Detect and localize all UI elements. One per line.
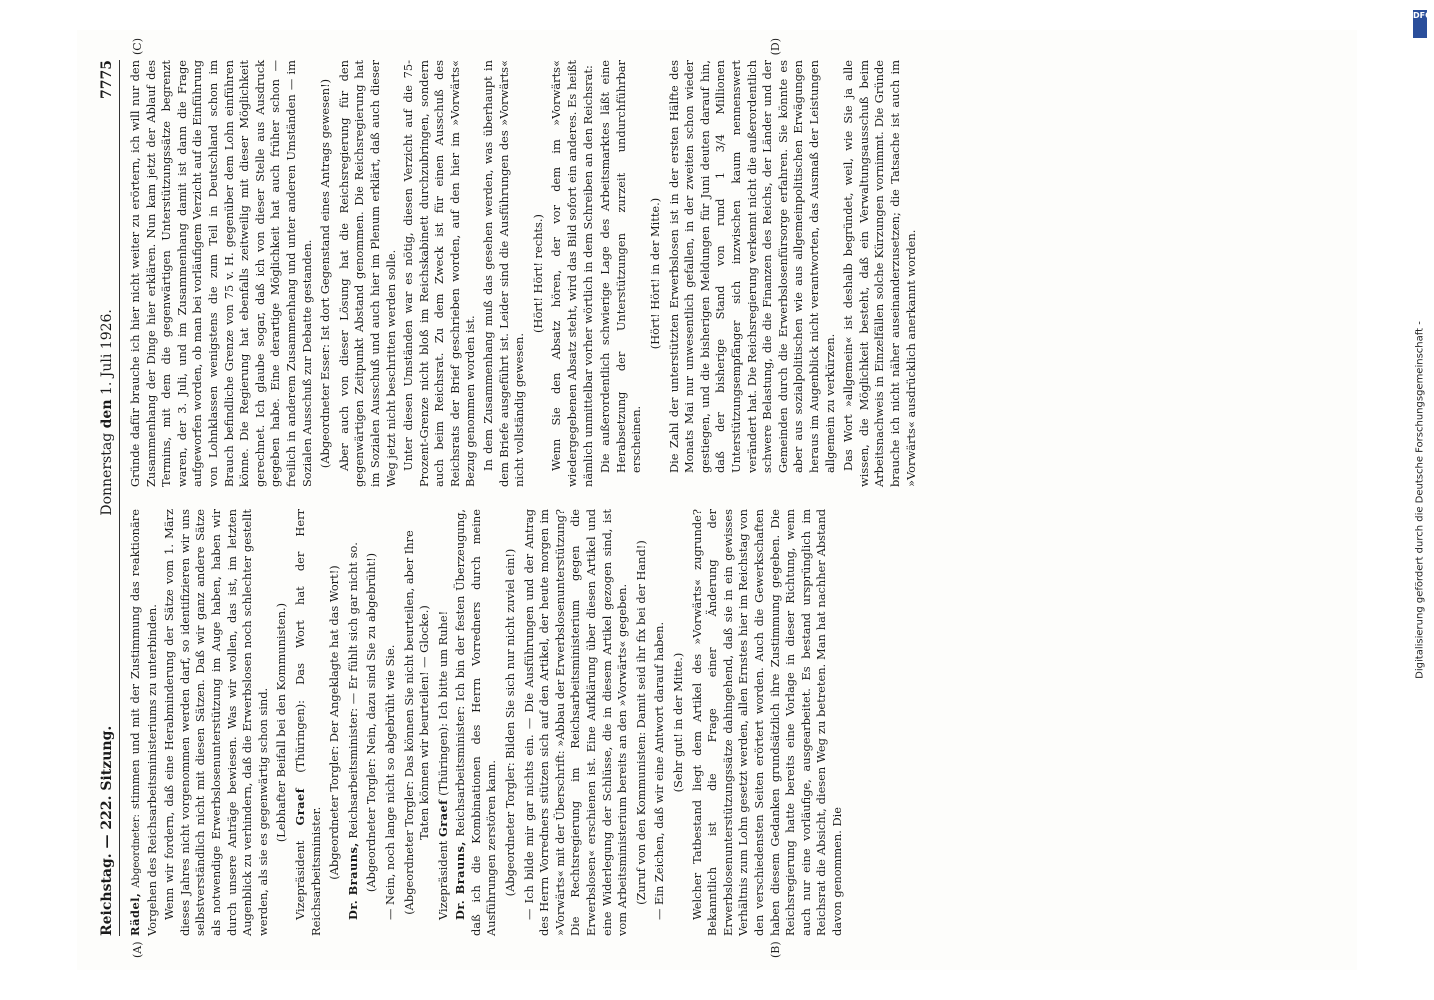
digitization-credit-text: Digitalisierung gefördert durch die Deutsche Forschungsgemeinschaft - [1414, 321, 1426, 679]
applause-note: (Lebhafter Beifall bei den Kommunisten.) [274, 602, 289, 843]
vp2-text: Ich bitte um Ruhe! [435, 610, 450, 720]
left-paragraph-5: Welcher Tatbestand liegt dem Artikel des »Vorwärts« zugrunde? Bekanntlich ist die Frage einer Änderung der Erwerbslosenunterstützungssätze dahingehend, daß sie in ein gewisses Verhältnis zum Lohn gesetzt werden, allen Ernstes hier im Reichstag von den verschiedensten Seiten erörtert worden. Auch die Gewerkschaften haben diesem Gedanken grundsätzlich ihre Zustimmung gegeben. Die Reichsregierung hatte bereits eine Vorlage in dieser Richtung, wenn auch nur eine vorläufige, ausgearbeitet. Es bestand ursprünglich im Reichsrat die Absicht, diesen Weg zu betreten. Man hat nachher Abstand davon genommen. Die [689, 509, 844, 936]
brauns-text-1: — Er fühlt sich gar nicht so. [345, 542, 360, 705]
right-paragraph-4: In dem Zusammenhang muß das gesehen werden, was überhaupt in dem Briefe ausgeführt ist. Leider sind die Ausführungen des »Vorwärts« nicht vollständig gewesen. [481, 60, 527, 487]
interjection-torgler-1: (Abgeordneter Torgler: Der Angeklagte hat das Wort!) [327, 565, 342, 880]
brauns-name: Dr. Brauns, [345, 842, 360, 920]
interjection-torgler-3: (Abgeordneter Torgler: Das können Sie nicht beurteilen, aber Ihre Taten können wir beurteilen! — Glocke.) [401, 530, 432, 915]
raedel-text-1: stimmen und mit der Zustimmung das reaktionäre Vorgehen des Reichsarbeitsministeriums zu unterbinden. [128, 509, 159, 936]
vp-region: (Thüringen): [292, 700, 307, 773]
header-left: Reichstag. — 222. Sitzung. [99, 725, 115, 936]
brauns2-role: Reichsarbeitsminister: [453, 705, 468, 837]
margin-marker-b: (B) [769, 941, 782, 958]
interjection-torgler-4: (Abgeordneter Torgler: Bilden Sie sich nur nicht zuviel ein!) [503, 548, 518, 897]
right-paragraph-1: Gründe dafür brauche ich hier nicht weiter zu erörtern, ich will nur den Zusammenhang der Dinge hier erklären. Nun kam jetzt der Ablauf des Termins, mit dem die gegenwärtigen Unterstützungssätze begrenzt waren, der 3. Juli, und im Zusammenhang damit ist dann die Frage aufgeworfen worden, ob man bei vorläufigem Verzicht auf die Einführung von Lohnklassen wenigstens die zum Teil in Deutschland schon im Brauch befindliche Grenze von 75 v. H. gegenüber dem Lohn einführen könne. Die Regierung hat ebenfalls zeitweilig mit dieser Möglichkeit gerechnet. Ich glaube sogar, daß ich von dieser Stelle aus Ausdruck gegeben habe. Eine derartige Möglichkeit hat auch früher schon — freilich in anderem Zusammenhang und unter anderen Umständen — im Sozialen Ausschuß zur Debatte gestanden. [128, 60, 314, 487]
vp-name: Graef [292, 787, 307, 826]
hort-note-2: (Hört! Hört! in der Mitte.) [648, 197, 662, 350]
left-paragraph-3: — Ich bilde mir gar nichts ein. — Die Ausführungen und der Antrag des Herrn Vorredners stützen sich auf den Artikel, der heute morgen im »Vorwärts« mit der Überschrift: »Abbau der Erwerbslosenunterstützung? Die Rechtsregierung im Reichsarbeitsministerium gegen die Erwerbslosen« erschienen ist. Eine Aufklärung über diesen Artikel und eine Widerlegung der Schlüsse, die in diesem Artikel gezogen sind, ist vom Arbeitsministerium bereits an den »Vorwärts« gegeben. [521, 509, 630, 936]
quote-1: Die außerordentlich schwierige Lage des Arbeitsmarktes läßt eine Herabsetzung der Unterstützungen zurzeit undurchführbar erscheinen. [598, 60, 644, 473]
speaker-name-raedel: Rädel, [128, 892, 142, 936]
right-paragraph-3: Unter diesen Umständen war es nötig, diesen Verzicht auf die 75-Prozent-Grenze nicht bloß im Reichskabinett durchzubringen, sondern auch beim Reichsrat. Zu dem Zweck ist für einen Ausschuß des Reichsrats der Brief geschrieben worden, auf den hier im »Vorwärts« Bezug genommen worden ist. [401, 60, 478, 487]
brauns-statement-2 [453, 509, 500, 936]
left-paragraph-1 [128, 509, 160, 936]
right-paragraph-6: Das Wort »allgemein« ist deshalb begründet, weil, wie Sie ja alle wissen, die Möglichkeit besteht, daß ein Verwaltungsausschuß beim Arbeitsnachweis in Einzelfällen solche Kürzungen vornimmt. Die Gründe brauche ich nicht näher auseinanderzusetzen; die Tatsache ist auch im »Vorwärts« ausdrücklich anerkannt worden. [841, 60, 918, 487]
brauns2-name: Dr. Brauns, [453, 841, 468, 920]
quote-2: Die Zahl der unterstützten Erwerbslosen ist in der ersten Hälfte des Monats Mai nur unwesentlich gefallen, in der zweiten schon wieder gestiegen, und die bisherigen Meldungen für Juni deuten darauf hin, daß der bisherige Stand von rund 1 3/4 Millionen Unterstützungsempfänger sich inzwischen kaum nennenswert verändert hat. Die Reichsregierung verkennt nicht die außerordentlich schwere Belastung, die die Finanzen des Reichs, der Länder und der Gemeinden durch die Erwerbslosenfürsorge erfahren. Sie könnte es aber aus sozialpolitischen wie aus allgemeinpolitischen Erwägungen heraus im Augenblick nicht verantworten, das Ausmaß der Leistungen allgemein zu verkürzen. [666, 60, 837, 473]
vp2-title: Vizepräsident [435, 840, 450, 920]
margin-marker-c: (C) [131, 38, 144, 55]
header-center-bold: den [99, 399, 115, 429]
left-paragraph-2: Wenn wir fordern, daß eine Herabminderung der Sätze vom 1. März dieses Jahres nicht vorgenommen werden darf, so identifizieren wir uns selbstverständlich nicht mit diesen Sätzen. Daß wir ganz andere Sätze als notwendige Erwerbslosenunterstützung im Auge haben, haben wir durch unsere Anträge bewiesen. Was wir wollen, das ist, im letzten Augenblick zu verhindern, daß die Erwerbslosen noch schlechter gestellt werden, als sie es gegenwärtig schon sind. [162, 509, 270, 936]
brauns-statement-1 [346, 509, 362, 936]
rotated-document-page [77, 30, 1357, 970]
header-center-prefix: Donnerstag [99, 432, 115, 516]
vp-text: Das Wort hat der Herr Reichsarbeitsminister. [292, 509, 323, 936]
vp-title: Vizepräsident [292, 840, 307, 920]
sehr-gut-note: (Sehr gut! in der Mitte.) [671, 652, 685, 793]
vp-statement-1 [293, 509, 324, 936]
left-column [128, 509, 921, 958]
hort-note-1: (Hört! Hört! rechts.) [530, 214, 545, 333]
interjection-torgler-2: (Abgeordneter Torgler: Nein, dazu sind Sie zu abgebrüht!) [364, 552, 379, 893]
header-center-date: 1. Juli 1926. [99, 309, 115, 396]
right-column [128, 38, 921, 487]
speaker-role-raedel: Abgeordneter: [131, 814, 142, 888]
interjection-esser: (Abgeordneter Esser: Ist dort Gegenstand eines Antrags gewesen!) [318, 78, 333, 469]
vp-statement-2 [436, 509, 452, 936]
left-paragraph-4: — Ein Zeichen, daß wir eine Antwort darauf haben. [652, 621, 667, 920]
interjection-kommunisten: (Zuruf von den Kommunisten: Damit seid ihr fix bei der Hand!) [633, 540, 648, 905]
margin-marker-d: (D) [769, 38, 782, 56]
running-head [99, 60, 120, 936]
text-columns [128, 38, 921, 958]
page-number: 7775 [99, 60, 115, 99]
margin-marker-a: (A) [131, 941, 144, 958]
header-center [99, 309, 115, 516]
digitization-credit-strip [1412, 10, 1432, 990]
vp2-name: Graef [435, 799, 450, 837]
brauns2-text: Ich bin der festen Überzeugung, daß ich die Kombinationen des Herrn Vorredners durch meine Ausführungen zerstören kann. [453, 509, 499, 936]
brauns-text-2: — Nein, noch lange nicht so abgebrüht wie Sie. [382, 644, 397, 920]
brauns-role: Reichsarbeitsminister: [345, 707, 360, 839]
vp2-region: (Thüringen): [435, 723, 450, 796]
dfg-logo: DFG [1413, 10, 1427, 38]
right-paragraph-2: Aber auch von dieser Lösung hat die Reichsregierung für den gegenwärtigen Zeitpunkt Abstand genommen. Die Reichsregierung hat im Sozialen Ausschuß und auch hier im Plenum erklärt, daß auch dieser Weg jetzt nicht beschritten werden solle. [336, 60, 398, 487]
right-paragraph-5: Wenn Sie den Absatz hören, der vor dem im »Vorwärts« wiedergegebenen Absatz steht, wird das Bild sofort ein anderes. Es heißt nämlich unmittelbar vorher wörtlich in dem Schreiben an den Reichsrat: [549, 60, 595, 487]
